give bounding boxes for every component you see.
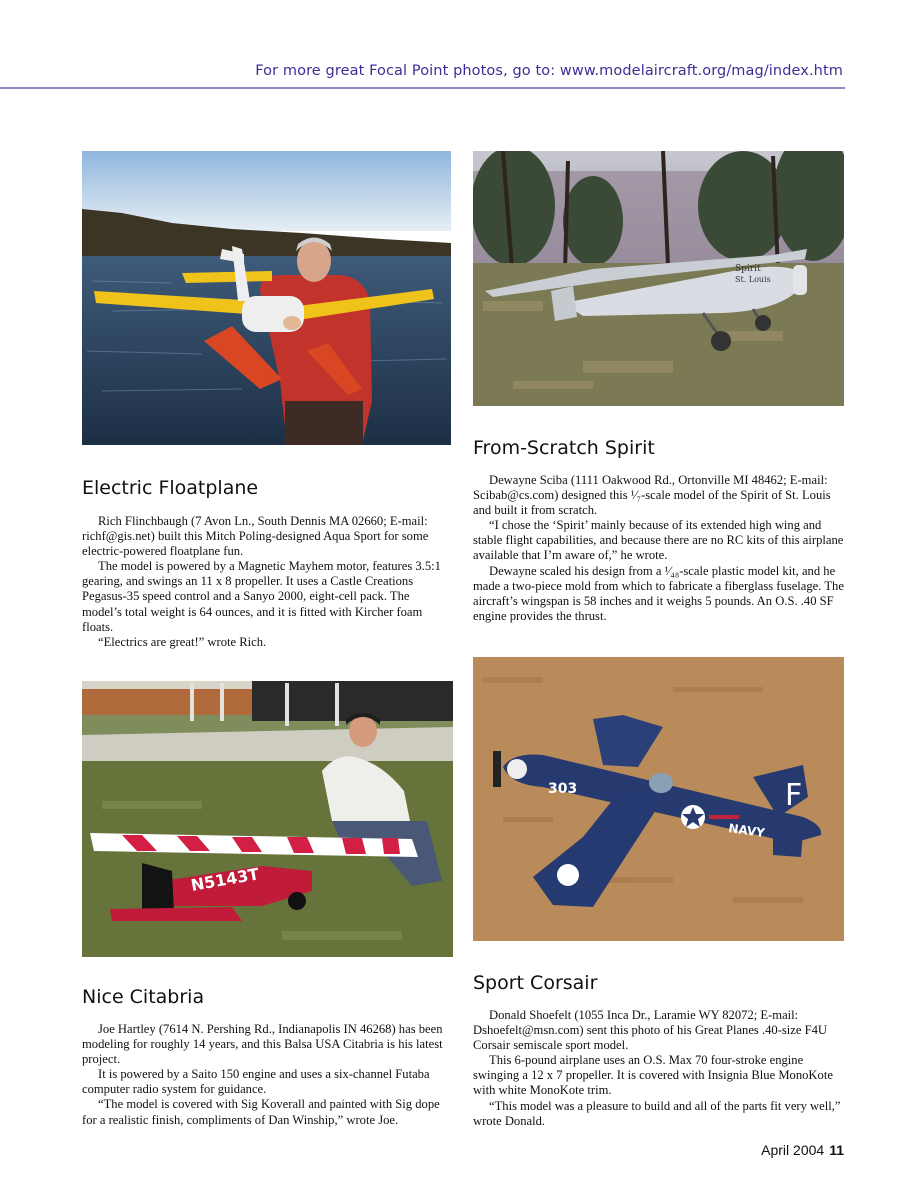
floatplane-paragraph: The model is powered by a Magnetic Mayhem motor, features 3.5:1 gearing, and swings an 11 x 8 propeller. It uses a Castle Creations Pegasus-35 speed control and a Sanyo 2000, eight-cell pack. The model’s total weight is 64 ounces, and it is fitted with Kircher foam floats. <box>82 559 441 634</box>
corsair-body <box>473 1008 844 1129</box>
floatplane-body <box>82 514 451 650</box>
header-rule <box>0 87 845 89</box>
spirit-paragraph: “I chose the ‘Spirit’ mainly because of its extended high wing and stable flight capabilities, and because there are no RC kits of this airplane available that I’m aware of,” he wrote. <box>473 518 844 563</box>
floatplane-title: Electric Floatplane <box>82 477 259 499</box>
page-number: 11 <box>829 1142 844 1158</box>
spirit-photo <box>473 151 844 406</box>
citabria-paragraph: Joe Hartley (7614 N. Pershing Rd., Indianapolis IN 46268) has been modeling for roughly 14 years, and this Balsa USA Citabria is his latest project. <box>82 1022 443 1067</box>
corsair-photo <box>473 657 844 941</box>
corsair-title: Sport Corsair <box>473 972 598 994</box>
citabria-paragraph: It is powered by a Saito 150 engine and uses a six-channel Futaba computer radio system for guidance. <box>82 1067 430 1097</box>
citabria-title: Nice Citabria <box>82 986 205 1008</box>
header-link-text[interactable]: For more great Focal Point photos, go to: www.modelaircraft.org/mag/index.htm <box>255 63 843 79</box>
spirit-nose-text-2: St. Louis <box>735 275 771 284</box>
citabria-body <box>82 1022 452 1128</box>
issue-date: April 2004 <box>761 1142 825 1158</box>
corsair-number: 303 <box>548 781 578 797</box>
spirit-paragraph: Dewayne scaled his design from a ¹⁄₄₈-scale plastic model kit, and he made a two-piece mold from which to fabricate a fiberglass fuselage. The aircraft’s wingspan is 58 inches and it weighs 5 pounds. An O.S. .40 SF engine provides the thrust. <box>473 563 844 623</box>
spirit-title: From-Scratch Spirit <box>473 437 655 459</box>
spirit-body <box>473 473 844 624</box>
page-header <box>0 58 916 90</box>
spirit-paragraph: Dewayne Sciba (1111 Oakwood Rd., Ortonville MI 48462; E-mail: Scibab@cs.com) designed this ¹⁄₇-scale model of the Spirit of St. Louis and built it from scratch. <box>473 473 831 518</box>
corsair-paragraph: “This model was a pleasure to build and all of the parts fit very well,” wrote Donald. <box>473 1098 841 1128</box>
citabria-paragraph: “The model is covered with Sig Koverall and painted with Sig dope for a realistic finish, compliments of Dan Winship,” wrote Joe. <box>82 1097 440 1127</box>
citabria-photo <box>82 681 453 957</box>
spirit-nose-text-1: Spirit <box>735 264 761 274</box>
floatplane-photo <box>82 151 451 445</box>
floatplane-paragraph: Rich Flinchbaugh (7 Avon Ln., South Dennis MA 02660; E-mail: richf@gis.net) built this Mitch Poling-designed Aqua Sport for some electric-powered floatplane fun. <box>82 514 429 559</box>
corsair-paragraph: This 6-pound airplane uses an O.S. Max 70 four-stroke engine swinging a 12 x 7 propeller. It is covered with Insignia Blue MonoKote with white MonoKote trim. <box>473 1053 833 1098</box>
corsair-paragraph: Donald Shoefelt (1055 Inca Dr., Laramie WY 82072; E-mail: Dshoefelt@msn.com) sent this photo of his Great Planes .40-size F4U Corsair semiscale sport model. <box>473 1008 828 1053</box>
page-footer <box>761 1142 844 1158</box>
floatplane-paragraph: “Electrics are great!” wrote Rich. <box>98 634 267 649</box>
corsair-tail-letter: F <box>785 778 803 813</box>
citabria-registration: N5143T <box>189 864 261 895</box>
corsair-navy: NAVY <box>727 821 766 841</box>
